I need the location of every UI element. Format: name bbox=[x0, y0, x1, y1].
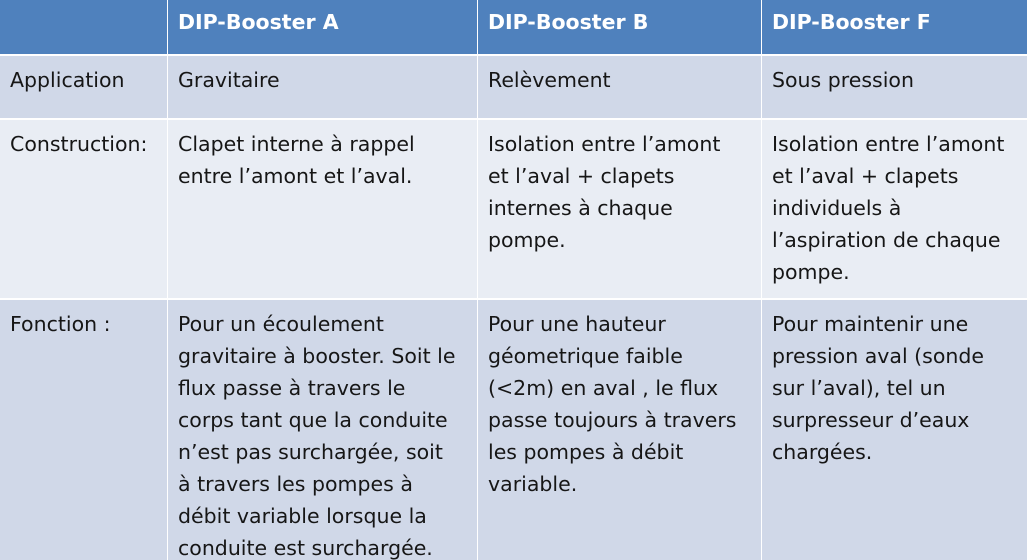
fonction-booster-f: Pour maintenir une pression aval (sonde sur l’aval), tel un surpresseur d’eaux chargées. bbox=[762, 300, 1027, 560]
construction-booster-a: Clapet interne à rappel entre l’amont et l’aval. bbox=[168, 120, 477, 298]
header-dip-booster-a: DIP-Booster A bbox=[168, 0, 477, 54]
fonction-booster-b: Pour une hauteur géometrique faible (<2m) en aval , le flux passe toujours à travers les pompes à débit variable. bbox=[478, 300, 761, 560]
header-dip-booster-b: DIP-Booster B bbox=[478, 0, 761, 54]
application-booster-b: Relèvement bbox=[478, 56, 761, 118]
row-label-application: Application bbox=[0, 56, 167, 118]
row-label-fonction: Fonction : bbox=[0, 300, 167, 560]
construction-booster-f: Isolation entre l’amont et l’aval + clapets individuels à l’aspiration de chaque pompe. bbox=[762, 120, 1027, 298]
application-booster-f: Sous pression bbox=[762, 56, 1027, 118]
construction-booster-b: Isolation entre l’amont et l’aval + clapets internes à chaque pompe. bbox=[478, 120, 761, 298]
row-label-construction: Construction: bbox=[0, 120, 167, 298]
fonction-booster-a: Pour un écoulement gravitaire à booster. Soit le flux passe à travers le corps tant que la conduite n’est pas surchargée, soit à travers les pompes à débit variable lorsque la conduite est surchargée. bbox=[168, 300, 477, 560]
application-booster-a: Gravitaire bbox=[168, 56, 477, 118]
header-dip-booster-f: DIP-Booster F bbox=[762, 0, 1027, 54]
header-corner-cell bbox=[0, 0, 167, 54]
